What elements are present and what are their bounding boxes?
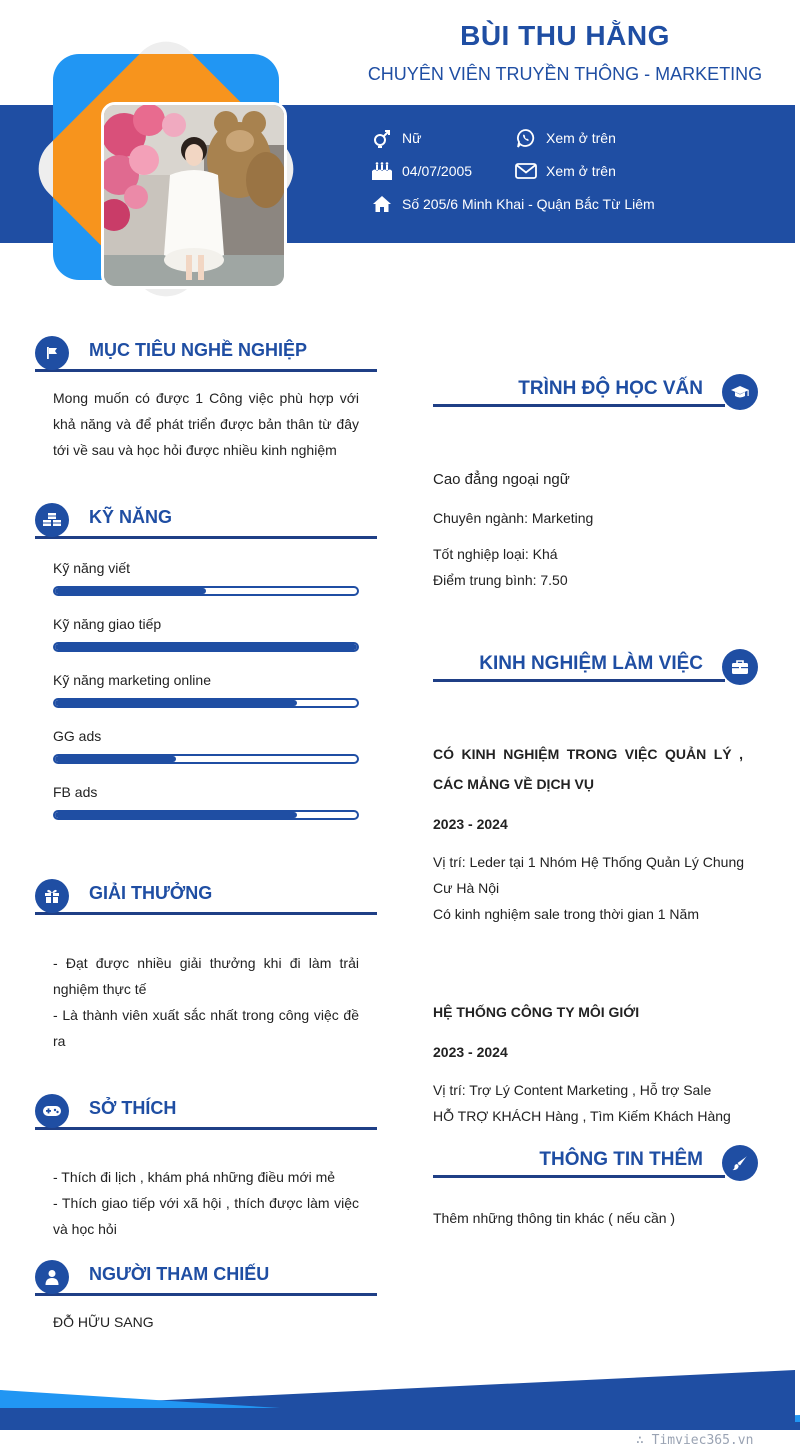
graduation-cap-icon — [722, 374, 758, 410]
education-title: TRÌNH ĐỘ HỌC VẤN — [518, 378, 703, 399]
skill-bar-fill — [55, 812, 297, 818]
section-divider — [433, 404, 725, 407]
section-experience-header — [433, 649, 758, 689]
references-title: NGƯỜI THAM CHIẾU — [89, 1264, 270, 1284]
section-education-header — [433, 374, 758, 414]
flag-icon — [35, 336, 69, 370]
hobbies-line: - Thích đi lịch , khám phá những điều mới mẻ — [53, 1169, 336, 1185]
section-hobbies-header — [35, 1094, 377, 1130]
section-divider — [433, 1175, 725, 1178]
job-company: CÓ KINH NGHIỆM TRONG VIỆC QUẢN LÝ , CÁC MẢNG VỀ DỊCH VỤ — [433, 746, 743, 792]
skill-bar — [53, 586, 359, 596]
gender-value: Nữ — [402, 130, 422, 146]
watermark: ∴ Timviec365.vn — [636, 1433, 754, 1448]
skills-title: KỸ NĂNG — [89, 507, 173, 527]
section-awards-header — [35, 879, 377, 915]
gift-icon — [35, 879, 69, 913]
skill-bar — [53, 698, 359, 708]
contact-email — [515, 160, 616, 182]
contact-gender — [371, 127, 421, 149]
education-grade: Tốt nghiệp loại: Khá — [433, 546, 558, 562]
skill-bar-fill — [55, 588, 206, 594]
profile-photo — [101, 102, 287, 289]
extra-title: THÔNG TIN THÊM — [539, 1149, 703, 1170]
skill-bar-fill — [55, 644, 357, 650]
briefcase-icon — [722, 649, 758, 685]
job-period: 2023 - 2024 — [433, 816, 508, 832]
avatar-frame — [25, 28, 307, 310]
skill-bar-fill — [55, 756, 176, 762]
hobbies-title: SỞ THÍCH — [89, 1098, 177, 1118]
birthday-value: 04/07/2005 — [402, 163, 473, 179]
contact-address — [371, 193, 655, 215]
extra-text: Thêm những thông tin khác ( nếu cần ) — [433, 1210, 676, 1226]
education-gpa: Điểm trung bình: 7.50 — [433, 572, 568, 588]
objective-title: MỤC TIÊU NGHỀ NGHIỆP — [89, 340, 308, 360]
user-icon — [35, 1260, 69, 1294]
experience-title: KINH NGHIỆM LÀM VIỆC — [479, 653, 703, 674]
gender-icon — [371, 127, 393, 149]
paintbrush-icon — [722, 1145, 758, 1181]
hobbies-line: - Thích giao tiếp với xã hội , thích được làm việc và học hỏi — [53, 1195, 359, 1237]
section-objective-header — [35, 336, 377, 372]
skill-label: GG ads — [53, 728, 102, 744]
job-period: 2023 - 2024 — [433, 1044, 508, 1060]
skill-label: Kỹ năng giao tiếp — [53, 616, 162, 632]
education-school: Cao đẳng ngoại ngữ — [433, 471, 570, 488]
job-detail: Vị trí: Leder tại 1 Nhóm Hệ Thống Quản Lý Chung Cư Hà Nội — [433, 854, 745, 896]
phone-chat-icon — [515, 127, 537, 149]
skill-bar — [53, 642, 359, 652]
job-company: HỆ THỐNG CÔNG TY MÔI GIỚI — [433, 1004, 640, 1020]
awards-line: - Đạt được nhiều giải thưởng khi đi làm trải nghiệm thực tế — [53, 955, 359, 997]
email-icon — [515, 160, 537, 182]
reference-name: ĐỖ HỮU SANG — [53, 1314, 154, 1330]
gamepad-icon — [35, 1094, 69, 1128]
objective-text: Mong muốn có được 1 Công việc phù hợp với khả năng và để phát triển được bản thân từ đây tới về sau và học hỏi được nhiều kinh nghiệm — [53, 390, 359, 458]
awards-line: - Là thành viên xuất sắc nhất trong công việc đề ra — [53, 1007, 359, 1049]
skill-label: Kỹ năng viết — [53, 560, 131, 576]
birthday-cake-icon — [371, 160, 393, 182]
home-icon — [371, 193, 393, 215]
job-title: CHUYÊN VIÊN TRUYỀN THÔNG - MARKETING — [367, 64, 763, 84]
education-major: Chuyên ngành: Marketing — [433, 510, 594, 526]
skill-bar-fill — [55, 700, 297, 706]
cubes-icon — [35, 503, 69, 537]
email-value: Xem ở trên — [546, 163, 616, 179]
awards-title: GIẢI THƯỞNG — [89, 883, 213, 903]
skill-bar — [53, 754, 359, 764]
section-divider — [433, 679, 725, 682]
job-detail: HỖ TRỢ KHÁCH Hàng , Tìm Kiếm Khách Hàng — [433, 1108, 731, 1124]
job-detail: Có kinh nghiệm sale trong thời gian 1 Năm — [433, 906, 699, 922]
section-extra-header — [433, 1145, 758, 1185]
address-value: Số 205/6 Minh Khai - Quận Bắc Từ Liêm — [402, 196, 655, 212]
contact-birthday — [371, 160, 472, 182]
contact-phone — [515, 127, 616, 149]
candidate-name: BÙI THU HẰNG — [460, 20, 670, 51]
section-references-header — [35, 1260, 377, 1296]
skill-bar — [53, 810, 359, 820]
job-detail: Vị trí: Trợ Lý Content Marketing , Hỗ trợ Sale — [433, 1082, 712, 1098]
skill-label: Kỹ năng marketing online — [53, 672, 211, 688]
section-skills-header — [35, 503, 377, 539]
phone-value: Xem ở trên — [546, 130, 616, 146]
skill-label: FB ads — [53, 784, 98, 800]
